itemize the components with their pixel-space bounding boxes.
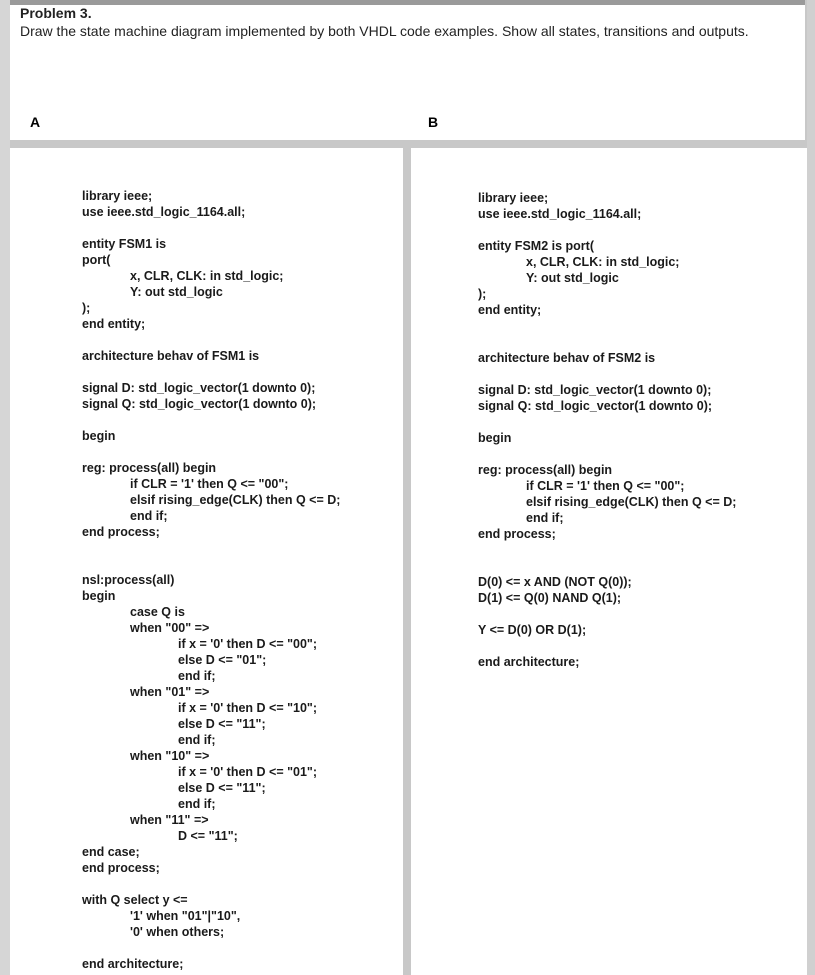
code-line: );: [478, 287, 487, 301]
vhdl-code-fsm1: [82, 188, 340, 972]
code-line: elsif rising_edge(CLK) then Q <= D;: [130, 493, 341, 507]
code-line: x, CLR, CLK: in std_logic;: [130, 269, 284, 283]
code-line: architecture behav of FSM1 is: [82, 349, 260, 363]
code-line: end process;: [82, 525, 160, 539]
code-line: D(0) <= x AND (NOT Q(0));: [478, 575, 632, 589]
code-line: end entity;: [82, 317, 146, 331]
code-line: reg: process(all) begin: [82, 461, 217, 475]
code-line: if x = '0' then D <= "10";: [178, 701, 318, 715]
code-line: );: [82, 301, 91, 315]
code-line: begin: [478, 431, 512, 445]
code-line: when "10" =>: [130, 749, 210, 763]
blank-line: [82, 940, 340, 956]
problem-title: Problem 3.: [20, 5, 92, 21]
code-line: x, CLR, CLK: in std_logic;: [526, 255, 680, 269]
code-panel-a: [10, 148, 403, 975]
code-line: end architecture;: [82, 957, 184, 971]
code-line: signal D: std_logic_vector(1 downto 0);: [82, 381, 316, 395]
code-line: signal Q: std_logic_vector(1 downto 0);: [82, 397, 317, 411]
blank-line: [82, 332, 340, 348]
code-line: else D <= "11";: [178, 717, 266, 731]
code-line: D(1) <= Q(0) NAND Q(1);: [478, 591, 622, 605]
code-line: nsl:process(all): [82, 573, 175, 587]
code-line: Y <= D(0) OR D(1);: [478, 623, 587, 637]
blank-line: [478, 318, 736, 334]
blank-line: [82, 876, 340, 892]
code-line: end if;: [526, 511, 564, 525]
code-line: end if;: [178, 669, 216, 683]
blank-line: [82, 444, 340, 460]
left-margin: [0, 0, 10, 975]
code-line: when "11" =>: [130, 813, 209, 827]
right-margin: [807, 0, 815, 975]
code-line: if CLR = '1' then Q <= "00";: [526, 479, 685, 493]
blank-line: [478, 542, 736, 558]
code-line: entity FSM1 is: [82, 237, 167, 251]
code-line: entity FSM2 is port(: [478, 239, 594, 253]
code-line: else D <= "01";: [178, 653, 267, 667]
code-line: when "01" =>: [130, 685, 210, 699]
code-line: Y: out std_logic: [526, 271, 619, 285]
code-line: end process;: [82, 861, 160, 875]
code-line: Y: out std_logic: [130, 285, 223, 299]
code-line: else D <= "11";: [178, 781, 266, 795]
blank-line: [478, 222, 736, 238]
code-line: '1' when "01"|"10",: [130, 909, 241, 923]
code-line: signal Q: std_logic_vector(1 downto 0);: [478, 399, 713, 413]
code-line: signal D: std_logic_vector(1 downto 0);: [478, 383, 712, 397]
code-line: end if;: [178, 733, 216, 747]
code-line: begin: [82, 429, 116, 443]
vhdl-code-fsm2: [478, 190, 736, 670]
code-line: if x = '0' then D <= "01";: [178, 765, 318, 779]
code-line: case Q is: [130, 605, 185, 619]
code-line: end if;: [178, 797, 216, 811]
blank-line: [478, 606, 736, 622]
code-line: end entity;: [478, 303, 542, 317]
column-label-a: A: [30, 114, 41, 130]
code-line: elsif rising_edge(CLK) then Q <= D;: [526, 495, 737, 509]
blank-line: [478, 558, 736, 574]
code-line: D <= "11";: [178, 829, 238, 843]
code-line: use ieee.std_logic_1164.all;: [82, 205, 246, 219]
code-line: if x = '0' then D <= "00";: [178, 637, 318, 651]
blank-line: [82, 556, 340, 572]
code-line: with Q select y <=: [82, 893, 188, 907]
blank-line: [82, 412, 340, 428]
problem-description: Draw the state machine diagram implemented by both VHDL code examples. Show all states, transitions and outputs.: [20, 23, 749, 39]
blank-line: [82, 220, 340, 236]
blank-line: [82, 364, 340, 380]
code-line: begin: [82, 589, 116, 603]
code-line: library ieee;: [478, 191, 549, 205]
problem-header: [10, 0, 805, 140]
code-line: '0' when others;: [130, 925, 225, 939]
code-line: use ieee.std_logic_1164.all;: [478, 207, 642, 221]
code-panel-b: [411, 148, 807, 975]
code-line: end case;: [82, 845, 140, 859]
code-line: end process;: [478, 527, 556, 541]
column-label-b: B: [428, 114, 439, 130]
code-line: port(: [82, 253, 111, 267]
code-line: library ieee;: [82, 189, 153, 203]
blank-line: [478, 334, 736, 350]
blank-line: [82, 540, 340, 556]
blank-line: [478, 638, 736, 654]
code-line: when "00" =>: [130, 621, 210, 635]
code-line: reg: process(all) begin: [478, 463, 613, 477]
blank-line: [478, 366, 736, 382]
code-line: end if;: [130, 509, 168, 523]
code-line: architecture behav of FSM2 is: [478, 351, 656, 365]
code-line: if CLR = '1' then Q <= "00";: [130, 477, 289, 491]
blank-line: [478, 414, 736, 430]
code-line: end architecture;: [478, 655, 580, 669]
blank-line: [478, 446, 736, 462]
